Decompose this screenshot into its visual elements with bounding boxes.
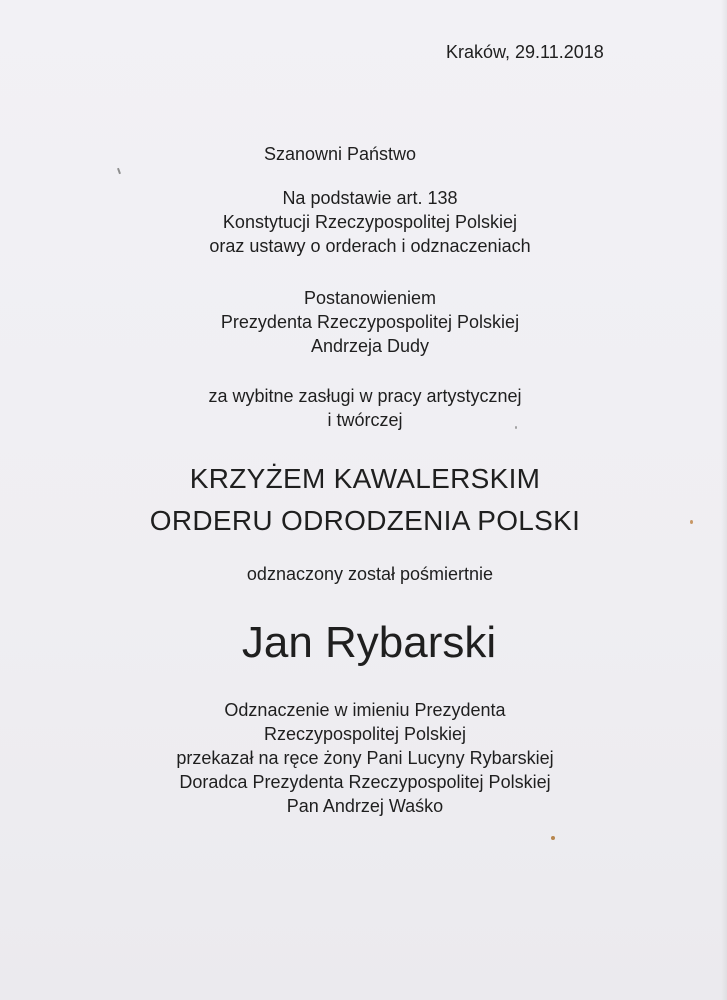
handover-line: Rzeczypospolitej Polskiej bbox=[263, 724, 467, 744]
order-title-line: ORDERU ODRODZENIA POLSKI bbox=[149, 505, 581, 536]
date-line: Kraków, 29.11.2018 bbox=[446, 42, 604, 62]
decree-line: Prezydenta Rzeczypospolitej Polskiej bbox=[220, 312, 520, 332]
posthumous-text: odznaczony został pośmiertnie bbox=[246, 564, 494, 584]
scan-speck bbox=[515, 426, 517, 429]
legal-basis bbox=[0, 186, 727, 258]
scan-mark bbox=[117, 168, 121, 174]
recipient-name-text: Jan Rybarski bbox=[241, 618, 497, 667]
decree-line: Postanowieniem bbox=[303, 288, 437, 308]
legal-basis-line: oraz ustawy o orderach i odznaczeniach bbox=[209, 236, 531, 256]
decree-line: Andrzeja Dudy bbox=[310, 336, 430, 356]
greeting bbox=[0, 142, 680, 166]
handover-line: przekazał na ręce żony Pani Lucyny Rybarskiej bbox=[176, 748, 554, 768]
legal-basis-line: Konstytucji Rzeczypospolitej Polskiej bbox=[222, 212, 518, 232]
greeting-text: Szanowni Państwo bbox=[263, 144, 417, 164]
handover bbox=[0, 698, 727, 818]
merits-line: i twórczej bbox=[327, 410, 403, 430]
merits bbox=[0, 384, 727, 432]
handover-line: Pan Andrzej Waśko bbox=[286, 796, 444, 816]
handover-line: Odznaczenie w imieniu Prezydenta bbox=[224, 700, 506, 720]
decree bbox=[0, 286, 727, 358]
legal-basis-line: Na podstawie art. 138 bbox=[282, 188, 458, 208]
recipient-name bbox=[0, 614, 727, 672]
order-title-line: KRZYŻEM KAWALERSKIM bbox=[189, 463, 541, 494]
order-title bbox=[0, 458, 727, 542]
posthumous-line bbox=[0, 562, 727, 586]
merits-line: za wybitne zasługi w pracy artystycznej bbox=[208, 386, 522, 406]
handover-line: Doradca Prezydenta Rzeczypospolitej Polskiej bbox=[179, 772, 551, 792]
scan-speck bbox=[551, 836, 555, 840]
scan-speck bbox=[690, 520, 693, 524]
